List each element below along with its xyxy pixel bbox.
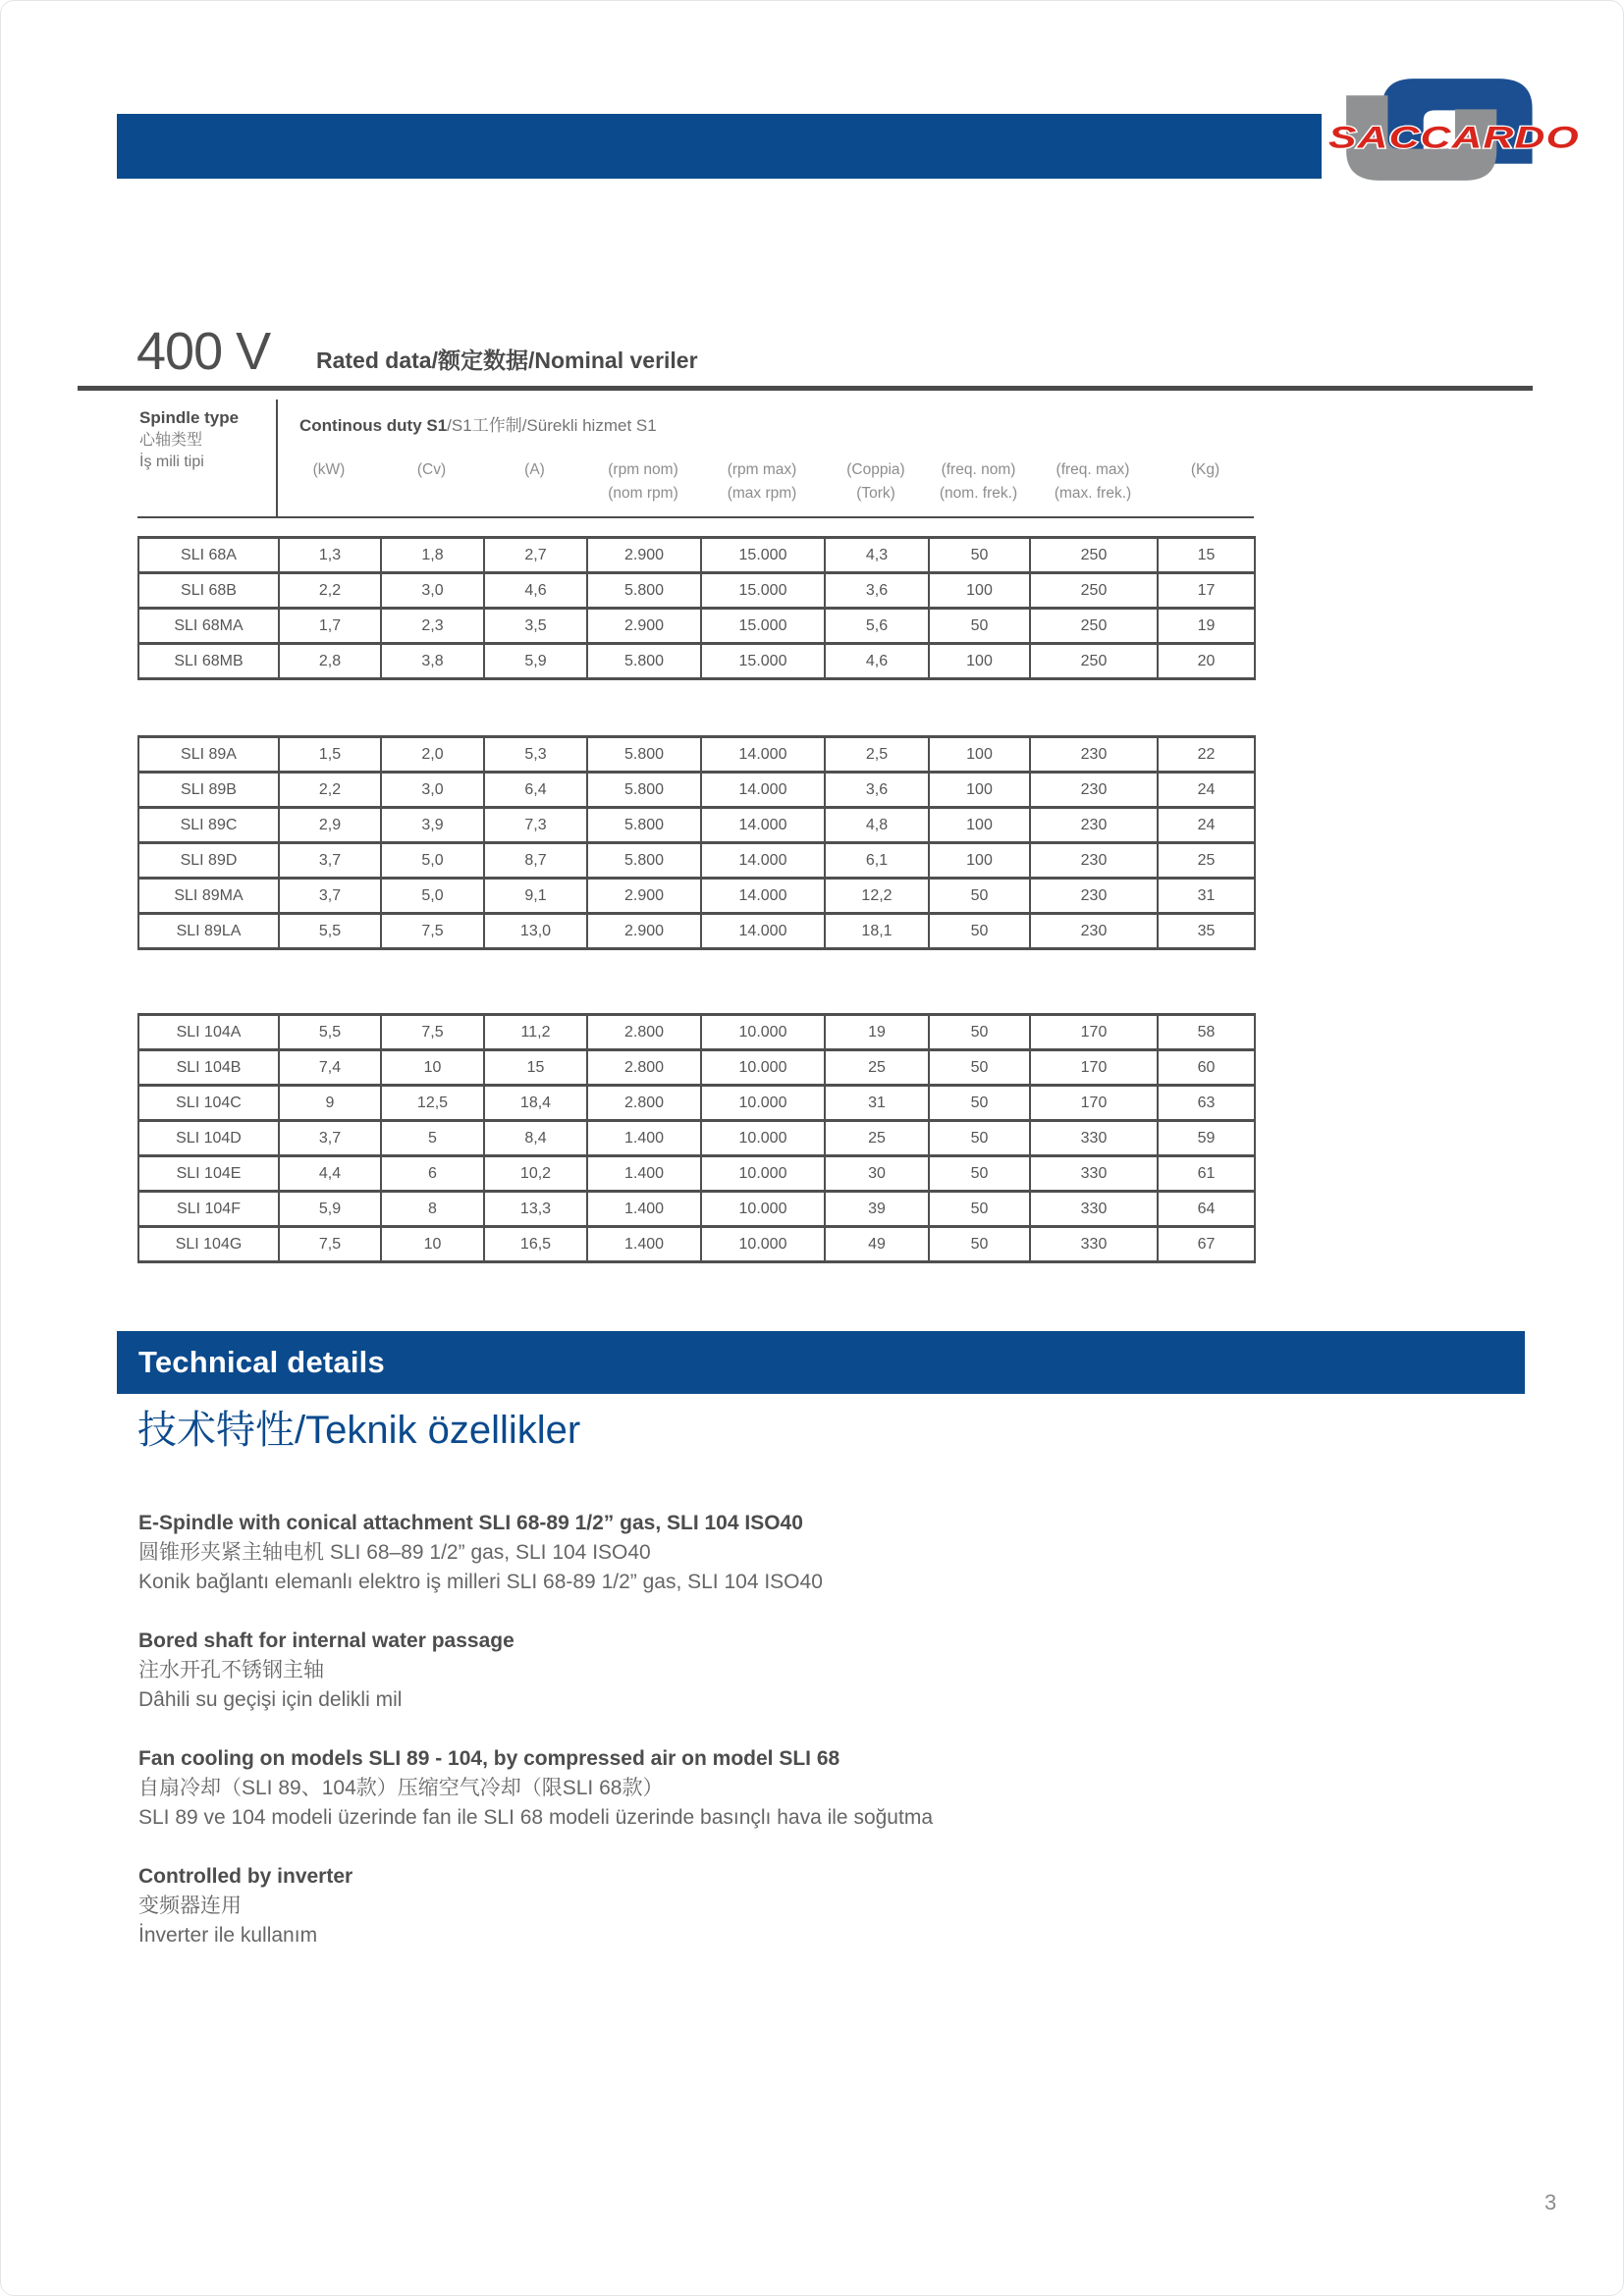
value-cell: 3,7	[279, 843, 381, 879]
value-cell: 25	[1158, 843, 1255, 879]
value-cell: 15	[1158, 538, 1255, 573]
logo-wordmark: SACCARDO	[1328, 120, 1580, 155]
paragraph-line-en: Fan cooling on models SLI 89 - 104, by compressed air on model SLI 68	[138, 1747, 840, 1770]
value-cell: 100	[929, 573, 1030, 609]
spindle-model-cell: SLI 68MB	[138, 644, 279, 679]
spindle-type-header	[137, 400, 278, 516]
value-cell: 15.000	[701, 538, 825, 573]
unit-column-header: (freq. max) (max. frek.)	[1054, 460, 1132, 502]
value-cell: 2,0	[381, 737, 484, 773]
value-cell: 3,7	[279, 879, 381, 914]
paragraph-line-zh: 圆锥形夹紧主轴电机 SLI 68–89 1/2” gas, SLI 104 ISO40	[138, 1541, 651, 1564]
value-cell: 50	[929, 914, 1030, 949]
technical-paragraphs	[138, 1509, 1366, 1980]
value-cell: 230	[1030, 773, 1158, 808]
table-row	[138, 737, 1255, 773]
value-cell: 2,5	[825, 737, 929, 773]
value-cell: 230	[1030, 808, 1158, 843]
value-cell: 330	[1030, 1227, 1158, 1262]
value-cell: 2.800	[587, 1015, 701, 1050]
value-cell: 1,5	[279, 737, 381, 773]
top-bar	[117, 114, 1322, 179]
technical-paragraph	[138, 1862, 1366, 1950]
value-cell: 59	[1158, 1121, 1255, 1156]
unit-column-header: (A)	[524, 460, 545, 478]
table-row	[138, 573, 1255, 609]
paragraph-line-en: Controlled by inverter	[138, 1865, 353, 1888]
value-cell: 10.000	[701, 1086, 825, 1121]
value-cell: 12,2	[825, 879, 929, 914]
value-cell: 5.800	[587, 773, 701, 808]
value-cell: 7,5	[381, 1015, 484, 1050]
technical-subtitle: 技术特性/Teknik özellikler	[137, 1409, 581, 1452]
value-cell: 5,3	[484, 737, 587, 773]
value-cell: 330	[1030, 1192, 1158, 1227]
value-cell: 2,2	[279, 773, 381, 808]
paragraph-line-tr: Konik bağlantı elemanlı elektro iş milleri SLI 68-89 1/2” gas, SLI 104 ISO40	[138, 1571, 823, 1593]
page-number: 3	[1544, 2190, 1557, 2215]
value-cell: 63	[1158, 1086, 1255, 1121]
spindle-model-cell: SLI 89LA	[138, 914, 279, 949]
value-cell: 60	[1158, 1050, 1255, 1086]
value-cell: 5.800	[587, 573, 701, 609]
value-cell: 4,6	[484, 573, 587, 609]
value-cell: 230	[1030, 843, 1158, 879]
value-cell: 3,6	[825, 573, 929, 609]
spindle-type-label-zh: 心轴类型	[139, 431, 203, 449]
spindle-model-cell: SLI 104B	[138, 1050, 279, 1086]
value-cell: 10.000	[701, 1192, 825, 1227]
value-cell: 2,2	[279, 573, 381, 609]
value-cell: 12,5	[381, 1086, 484, 1121]
value-cell: 25	[825, 1121, 929, 1156]
value-cell: 17	[1158, 573, 1255, 609]
value-cell: 5,6	[825, 609, 929, 644]
value-cell: 30	[825, 1156, 929, 1192]
value-cell: 50	[929, 1192, 1030, 1227]
value-cell: 5.800	[587, 737, 701, 773]
value-cell: 15.000	[701, 609, 825, 644]
value-cell: 6,4	[484, 773, 587, 808]
table-row	[138, 914, 1255, 949]
value-cell: 1.400	[587, 1121, 701, 1156]
value-cell: 24	[1158, 808, 1255, 843]
value-cell: 16,5	[484, 1227, 587, 1262]
value-cell: 19	[825, 1015, 929, 1050]
value-cell: 1.400	[587, 1227, 701, 1262]
value-cell: 5.800	[587, 843, 701, 879]
table-row	[138, 773, 1255, 808]
paragraph-line-tr: SLI 89 ve 104 modeli üzerinde fan ile SLI 68 modeli üzerinde basınçlı hava ile soğutma	[138, 1806, 933, 1829]
value-cell: 31	[1158, 879, 1255, 914]
value-cell: 9,1	[484, 879, 587, 914]
value-cell: 100	[929, 843, 1030, 879]
value-cell: 1,3	[279, 538, 381, 573]
spindle-model-cell: SLI 89B	[138, 773, 279, 808]
value-cell: 330	[1030, 1156, 1158, 1192]
paragraph-line-zh: 注水开孔不锈钢主轴	[138, 1659, 324, 1682]
paragraph-line-en: Bored shaft for internal water passage	[138, 1629, 514, 1652]
value-cell: 11,2	[484, 1015, 587, 1050]
value-cell: 20	[1158, 644, 1255, 679]
table-row	[138, 609, 1255, 644]
value-cell: 50	[929, 1156, 1030, 1192]
value-cell: 170	[1030, 1086, 1158, 1121]
value-cell: 170	[1030, 1015, 1158, 1050]
duty-header-bold: Continous duty S1	[299, 416, 448, 435]
value-cell: 18,4	[484, 1086, 587, 1121]
value-cell: 10.000	[701, 1121, 825, 1156]
unit-column-header: (Coppia) (Tork)	[846, 460, 905, 502]
technical-details-banner	[117, 1331, 1525, 1394]
value-cell: 7,5	[381, 914, 484, 949]
value-cell: 5,5	[279, 1015, 381, 1050]
table-row	[138, 1050, 1255, 1086]
voltage-heading: 400 V	[136, 322, 271, 381]
technical-paragraph	[138, 1744, 1366, 1833]
value-cell: 25	[825, 1050, 929, 1086]
value-cell: 2,7	[484, 538, 587, 573]
value-cell: 31	[825, 1086, 929, 1121]
spindle-model-cell: SLI 104C	[138, 1086, 279, 1121]
unit-column-header: (freq. nom) (nom. frek.)	[939, 460, 1018, 502]
technical-details-title: Technical details	[138, 1345, 385, 1379]
value-cell: 50	[929, 1015, 1030, 1050]
value-cell: 10	[381, 1227, 484, 1262]
value-cell: 8,7	[484, 843, 587, 879]
spindle-model-cell: SLI 104F	[138, 1192, 279, 1227]
table-row	[138, 1086, 1255, 1121]
value-cell: 1.400	[587, 1156, 701, 1192]
value-cell: 3,0	[381, 773, 484, 808]
value-cell: 61	[1158, 1156, 1255, 1192]
technical-paragraph	[138, 1627, 1366, 1715]
paragraph-line-tr: Dâhili su geçişi için delikli mil	[138, 1688, 403, 1711]
spindle-type-label-tr: İş mili tipi	[139, 453, 204, 470]
rated-table-group-sli68	[137, 536, 1256, 680]
value-cell: 50	[929, 1086, 1030, 1121]
spindle-model-cell: SLI 89MA	[138, 879, 279, 914]
table-row	[138, 538, 1255, 573]
value-cell: 18,1	[825, 914, 929, 949]
table-row	[138, 1192, 1255, 1227]
value-cell: 50	[929, 1121, 1030, 1156]
spindle-model-cell: SLI 89A	[138, 737, 279, 773]
value-cell: 50	[929, 538, 1030, 573]
value-cell: 10	[381, 1050, 484, 1086]
value-cell: 49	[825, 1227, 929, 1262]
value-cell: 3,6	[825, 773, 929, 808]
unit-column-header: (Kg)	[1190, 460, 1220, 478]
value-cell: 2.900	[587, 538, 701, 573]
value-cell: 4,6	[825, 644, 929, 679]
value-cell: 9	[279, 1086, 381, 1121]
table-row	[138, 808, 1255, 843]
spindle-model-cell: SLI 104D	[138, 1121, 279, 1156]
value-cell: 5,0	[381, 879, 484, 914]
value-cell: 14.000	[701, 773, 825, 808]
value-cell: 14.000	[701, 843, 825, 879]
rated-table-header	[137, 400, 1254, 518]
value-cell: 5,0	[381, 843, 484, 879]
paragraph-line-en: E-Spindle with conical attachment SLI 68-89 1/2” gas, SLI 104 ISO40	[138, 1512, 803, 1534]
value-cell: 10.000	[701, 1227, 825, 1262]
table-row	[138, 1156, 1255, 1192]
value-cell: 14.000	[701, 737, 825, 773]
value-cell: 5,9	[484, 644, 587, 679]
value-cell: 100	[929, 737, 1030, 773]
value-cell: 13,0	[484, 914, 587, 949]
value-cell: 250	[1030, 573, 1158, 609]
table-row	[138, 879, 1255, 914]
value-cell: 5.800	[587, 808, 701, 843]
value-cell: 100	[929, 773, 1030, 808]
duty-header-regular: /S1工作制/Sürekli hizmet S1	[447, 416, 657, 435]
value-cell: 250	[1030, 609, 1158, 644]
value-cell: 2,3	[381, 609, 484, 644]
heading-rule	[78, 386, 1533, 391]
spindle-model-cell: SLI 89D	[138, 843, 279, 879]
value-cell: 230	[1030, 914, 1158, 949]
value-cell: 2.900	[587, 609, 701, 644]
value-cell: 6	[381, 1156, 484, 1192]
value-cell: 100	[929, 644, 1030, 679]
value-cell: 8	[381, 1192, 484, 1227]
spindle-type-label-en: Spindle type	[139, 408, 240, 427]
value-cell: 250	[1030, 644, 1158, 679]
spindle-model-cell: SLI 89C	[138, 808, 279, 843]
value-cell: 4,8	[825, 808, 929, 843]
value-cell: 3,8	[381, 644, 484, 679]
saccardo-logo	[1328, 72, 1586, 187]
value-cell: 3,0	[381, 573, 484, 609]
paragraph-line-tr: İnverter ile kullanım	[138, 1924, 318, 1947]
value-cell: 3,5	[484, 609, 587, 644]
value-cell: 50	[929, 609, 1030, 644]
value-cell: 3,7	[279, 1121, 381, 1156]
value-cell: 5,9	[279, 1192, 381, 1227]
rated-data-subtitle: Rated data/额定数据/Nominal veriler	[316, 347, 698, 373]
paragraph-line-zh: 自扇冷却（SLI 89、104款）压缩空气冷却（限SLI 68款）	[138, 1777, 664, 1799]
value-cell: 15.000	[701, 573, 825, 609]
value-cell: 3,9	[381, 808, 484, 843]
value-cell: 19	[1158, 609, 1255, 644]
value-cell: 15.000	[701, 644, 825, 679]
value-cell: 2.800	[587, 1050, 701, 1086]
value-cell: 15	[484, 1050, 587, 1086]
value-cell: 64	[1158, 1192, 1255, 1227]
value-cell: 35	[1158, 914, 1255, 949]
table-row	[138, 1227, 1255, 1262]
value-cell: 100	[929, 808, 1030, 843]
value-cell: 230	[1030, 737, 1158, 773]
value-cell: 10.000	[701, 1050, 825, 1086]
value-cell: 1,7	[279, 609, 381, 644]
value-cell: 58	[1158, 1015, 1255, 1050]
table-row	[138, 644, 1255, 679]
value-cell: 7,3	[484, 808, 587, 843]
value-cell: 50	[929, 1050, 1030, 1086]
duty-header	[278, 400, 1254, 449]
value-cell: 330	[1030, 1121, 1158, 1156]
value-cell: 2,9	[279, 808, 381, 843]
unit-column-header: (rpm max) (max rpm)	[727, 460, 797, 502]
value-cell: 2.900	[587, 914, 701, 949]
value-cell: 4,3	[825, 538, 929, 573]
technical-paragraph	[138, 1509, 1366, 1597]
value-cell: 14.000	[701, 914, 825, 949]
value-cell: 10.000	[701, 1015, 825, 1050]
value-cell: 10,2	[484, 1156, 587, 1192]
value-cell: 39	[825, 1192, 929, 1227]
value-cell: 6,1	[825, 843, 929, 879]
value-cell: 2.800	[587, 1086, 701, 1121]
value-cell: 2,8	[279, 644, 381, 679]
value-cell: 50	[929, 1227, 1030, 1262]
spindle-model-cell: SLI 104E	[138, 1156, 279, 1192]
value-cell: 2.900	[587, 879, 701, 914]
spindle-model-cell: SLI 68B	[138, 573, 279, 609]
value-cell: 24	[1158, 773, 1255, 808]
table-row	[138, 1015, 1255, 1050]
value-cell: 1,8	[381, 538, 484, 573]
spindle-model-cell: SLI 104A	[138, 1015, 279, 1050]
spindle-model-cell: SLI 104G	[138, 1227, 279, 1262]
value-cell: 7,4	[279, 1050, 381, 1086]
table-row	[138, 843, 1255, 879]
value-cell: 250	[1030, 538, 1158, 573]
value-cell: 230	[1030, 879, 1158, 914]
value-cell: 5.800	[587, 644, 701, 679]
spindle-model-cell: SLI 68MA	[138, 609, 279, 644]
value-cell: 10.000	[701, 1156, 825, 1192]
value-cell: 8,4	[484, 1121, 587, 1156]
rated-table-group-sli104	[137, 1013, 1256, 1263]
value-cell: 22	[1158, 737, 1255, 773]
table-row	[138, 1121, 1255, 1156]
value-cell: 7,5	[279, 1227, 381, 1262]
value-cell: 5,5	[279, 914, 381, 949]
unit-column-header: (kW)	[312, 460, 346, 478]
unit-column-header: (rpm nom) (nom rpm)	[608, 460, 678, 502]
value-cell: 14.000	[701, 879, 825, 914]
value-cell: 4,4	[279, 1156, 381, 1192]
spindle-model-cell: SLI 68A	[138, 538, 279, 573]
unit-column-header: (Cv)	[416, 460, 447, 478]
paragraph-line-zh: 变频器连用	[138, 1895, 242, 1917]
rated-table-group-sli89	[137, 735, 1256, 950]
value-cell: 170	[1030, 1050, 1158, 1086]
value-cell: 5	[381, 1121, 484, 1156]
value-cell: 13,3	[484, 1192, 587, 1227]
value-cell: 14.000	[701, 808, 825, 843]
value-cell: 67	[1158, 1227, 1255, 1262]
value-cell: 50	[929, 879, 1030, 914]
value-cell: 1.400	[587, 1192, 701, 1227]
